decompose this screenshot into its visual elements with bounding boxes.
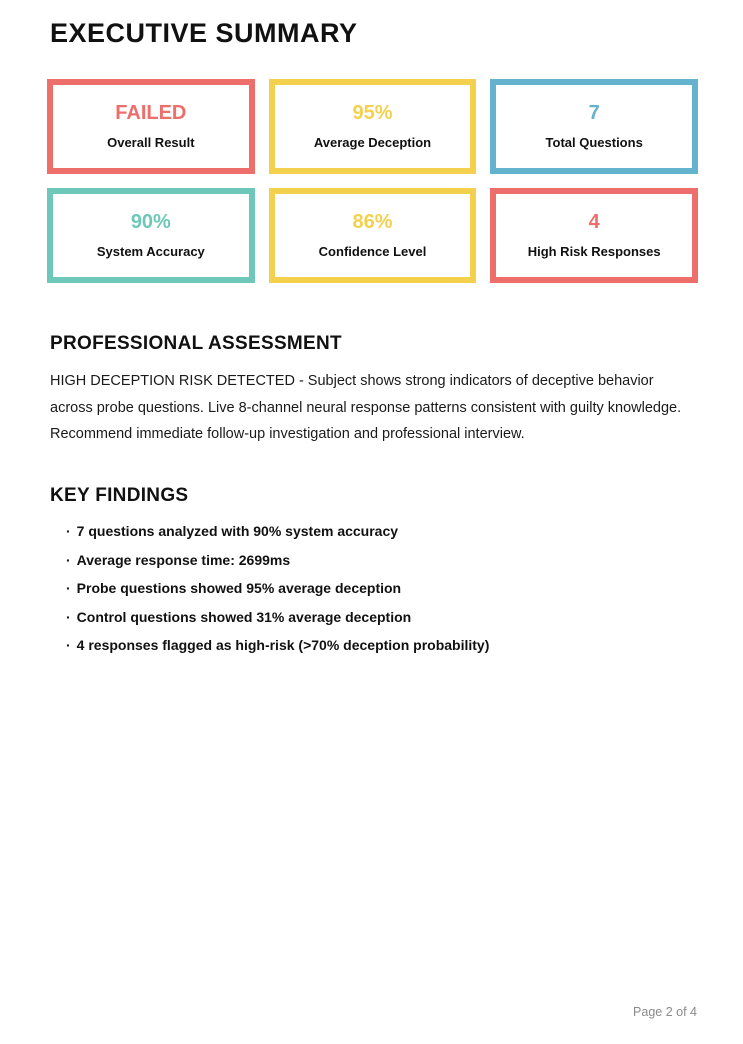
- stat-cards-grid: [47, 79, 698, 283]
- professional-assessment-heading: PROFESSIONAL ASSESSMENT: [50, 333, 342, 354]
- stat-value: 95%: [352, 102, 393, 124]
- stat-card-total-questions: [490, 79, 698, 174]
- key-findings-heading: KEY FINDINGS: [50, 485, 189, 507]
- finding-item: [66, 553, 698, 567]
- stat-value: 86%: [352, 211, 393, 233]
- finding-text: 7 questions analyzed with 90% system accuracy: [76, 523, 399, 540]
- stat-card-system-accuracy: [47, 188, 255, 283]
- stat-value: 4: [588, 211, 600, 233]
- stat-card-overall-result: [47, 79, 255, 174]
- finding-text: 4 responses flagged as high-risk (>70% deception probability): [76, 637, 490, 654]
- finding-text: Average response time: 2699ms: [76, 551, 291, 568]
- bullet-icon: ·: [66, 580, 71, 597]
- stat-label: System Accuracy: [96, 244, 205, 259]
- stat-value: 90%: [130, 211, 171, 233]
- bullet-icon: ·: [66, 523, 71, 540]
- bullet-icon: ·: [66, 637, 71, 654]
- key-findings-list: [66, 524, 698, 652]
- professional-assessment-body: HIGH DECEPTION RISK DETECTED - Subject shows strong indicators of deceptive behavior across probe questions. Live 8-channel neural response patterns consistent with guilty knowledge. Recommend immediate follow-up investigation and professional interview.: [50, 373, 682, 443]
- stat-card-average-deception: [269, 79, 477, 174]
- stat-label: Average Deception: [313, 135, 432, 150]
- page-number: Page 2 of 4: [633, 1005, 697, 1019]
- bullet-icon: ·: [66, 551, 71, 568]
- finding-item: [66, 524, 698, 538]
- finding-text: Control questions showed 31% average deception: [76, 608, 412, 625]
- stat-label: High Risk Responses: [527, 244, 661, 259]
- stat-card-confidence-level: [269, 188, 477, 283]
- stat-label: Overall Result: [107, 135, 195, 150]
- finding-item: [66, 610, 698, 624]
- page-title: EXECUTIVE SUMMARY: [50, 18, 358, 48]
- bullet-icon: ·: [66, 608, 71, 625]
- stat-label: Confidence Level: [318, 244, 427, 259]
- finding-item: [66, 581, 698, 595]
- finding-item: [66, 638, 698, 652]
- stat-value: FAILED: [115, 102, 187, 124]
- finding-text: Probe questions showed 95% average deception: [76, 580, 402, 597]
- stat-value: 7: [588, 102, 600, 124]
- stat-label: Total Questions: [545, 135, 643, 150]
- stat-card-high-risk-responses: [490, 188, 698, 283]
